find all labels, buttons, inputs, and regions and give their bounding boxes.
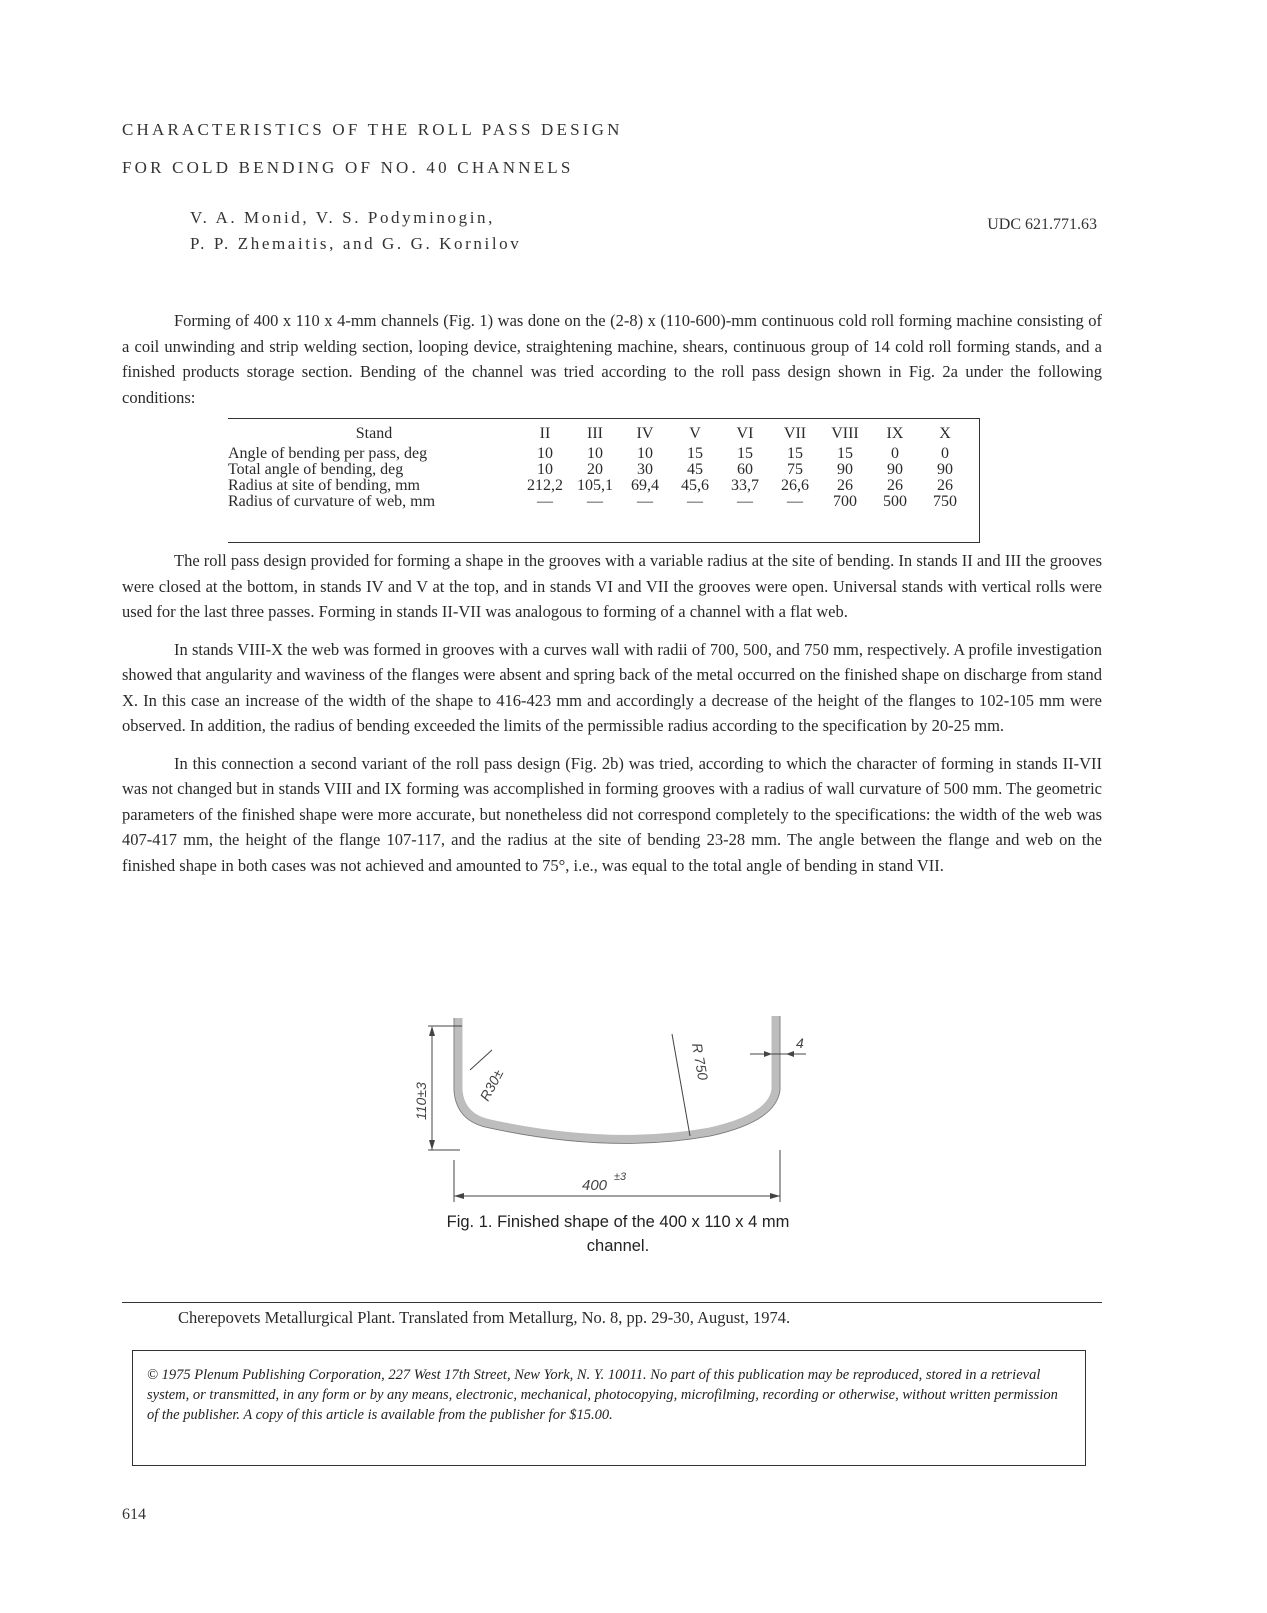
figure-caption [408,1210,828,1258]
row-label: Radius of curvature of web, mm [228,493,436,510]
table-cell: 10 [637,445,653,462]
table-cell: 10 [587,445,603,462]
table-cell: 75 [787,461,803,478]
table-cell: 26,6 [781,477,809,494]
copyright-notice: © 1975 Plenum Publishing Corporation, 227 West 17th Street, New York, N. Y. 10011. No part of this publication may be reproduced, stored in a retrieval system, or transmitted, in any form or by any means, electronic, mechanical, photocopying, microfilming, recording or otherwise, without written permission of the publisher. A copy of this article is available from the publisher for $15.00. [132,1350,1086,1466]
table-cell: 10 [537,461,553,478]
web-radius-label: R 750 [689,1041,712,1082]
height-dimension-label: 110±3 [413,1082,429,1120]
corner-radius-label: R30± [476,1066,507,1104]
stand-col: III [587,425,603,442]
table-cell: 750 [933,493,957,510]
table-cell: 45,6 [681,477,709,494]
table-cell: 10 [537,445,553,462]
thickness-label: 4 [796,1035,804,1051]
table-cell: 0 [891,445,899,462]
table-cell: 26 [837,477,853,494]
title-line-1: CHARACTERISTICS OF THE ROLL PASS DESIGN [122,120,623,139]
table-row [228,446,970,462]
page-number: 614 [122,1506,146,1523]
table-right-rule [979,418,980,542]
stand-parameters-table [228,418,980,546]
table-cell: 700 [833,493,857,510]
paragraph-4: In this connection a second variant of the roll pass design (Fig. 2b) was tried, according to which the character of forming in stands II-VII was not changed but in stands VIII and IX forming was accomplished in forming grooves with a radius of wall curvature of 500 mm. The geometric parameters of the finished shape were more accurate, but nonetheless did not correspond completely to the specifications: the width of the web was 407-417 mm, the height of the flange 107-117, and the radius at the site of bending 23-28 mm. The angle between the flange and web on the finished shape in both cases was not achieved and amounted to 75°, i.e., was equal to the total angle of bending in stand VII. [122,753,1102,875]
table-cell: — [787,493,803,510]
table-cell: 15 [837,445,853,462]
table-cell: 15 [687,445,703,462]
table-cell: 212,2 [527,477,563,494]
figure-caption-line-2: channel. [586,1237,650,1255]
body-text-2 [122,548,1102,890]
table-cell: 33,7 [731,477,759,494]
paragraph-2: The roll pass design provided for forming a shape in the grooves with a variable radius at the site of bending. In stands II and III the grooves were closed at the bottom, in stands IV and V at the top, and in stands VI and VII the grooves were open. Universal stands with vertical rolls were used for the last three passes. Forming in stands II-VII was analogous to forming of a channel with a flat web. [122,551,1102,621]
table-header-row [228,426,970,442]
stand-col: VI [736,425,754,442]
table-cell: 26 [887,477,903,494]
row-label: Radius at site of bending, mm [228,477,420,494]
table-row [228,462,970,478]
stand-col: IX [886,425,904,442]
udc-code: UDC 621.771.63 [987,216,1097,233]
channel-shape-figure [410,1010,830,1210]
table-cell: — [687,493,703,510]
table-cell: 90 [937,461,953,478]
table-bottom-rule [228,542,980,543]
table-cell: 0 [941,445,949,462]
stand-col: X [939,425,951,442]
title-line-2: FOR COLD BENDING OF NO. 40 CHANNELS [122,158,574,177]
table-cell: 30 [637,461,653,478]
table-cell: 15 [737,445,753,462]
table-cell: 500 [883,493,907,510]
table-header-stand: Stand [355,425,393,442]
table-cell: — [637,493,653,510]
stand-col: VII [783,425,807,442]
body-text-1 [122,308,1102,422]
width-tolerance-label: ±3 [614,1171,627,1183]
footnote-rule [122,1302,1102,1303]
table-cell: 20 [587,461,603,478]
row-label: Angle of bending per pass, deg [228,445,428,462]
figure-caption-line-1: Fig. 1. Finished shape of the 400 x 110 x 4 mm [446,1213,790,1231]
stand-col: VIII [831,425,859,442]
table-cell: 60 [737,461,753,478]
table-cell: 69,4 [631,477,659,494]
table-cell: — [587,493,603,510]
paragraph-3: In stands VIII-X the web was formed in grooves with a curves wall with radii of 700, 500, and 750 mm, respectively. A profile investigation showed that angularity and waviness of the flanges were absent and spring back of the metal occurred on the finished shape on discharge from stand X. In this case an increase of the width of the shape to 416-423 mm and accordingly a decrease of the height of the flanges to 102-105 mm were observed. In addition, the radius of bending exceeded the limits of the permissible radius according to the specification by 20-25 mm. [122,639,1102,735]
channel-profile [458,1016,776,1139]
table-row [228,478,970,494]
authors-line-2: P. P. Zhemaitis, and G. G. Kornilov [190,234,522,253]
table-top-rule [228,418,980,419]
width-dimension-label: 400 [582,1177,608,1194]
table-cell: 15 [787,445,803,462]
stand-col: V [689,425,701,442]
authors-line-1: V. A. Monid, V. S. Podyminogin, [190,208,495,227]
paragraph-1: Forming of 400 x 110 x 4-mm channels (Fig. 1) was done on the (2-8) x (110-600)-mm continuous cold roll forming machine consisting of a coil unwinding and strip welding section, looping device, straightening machine, shears, continuous group of 14 cold roll forming stands, and a finished products storage section. Bending of the channel was tried according to the roll pass design shown in Fig. 2a under the following conditions: [122,311,1102,407]
table-cell: 105,1 [577,477,613,494]
stand-col: II [539,425,551,442]
table-row [228,494,970,510]
table-cell: 90 [887,461,903,478]
stand-col: IV [636,425,654,442]
footnote: Cherepovets Metallurgical Plant. Translated from Metallurg, No. 8, pp. 29-30, August, 1974. [178,1308,791,1327]
table-cell: — [537,493,553,510]
row-label: Total angle of bending, deg [228,461,404,478]
table-cell: 90 [837,461,853,478]
table-cell: 45 [687,461,703,478]
table-cell: — [737,493,753,510]
table-cell: 26 [937,477,953,494]
